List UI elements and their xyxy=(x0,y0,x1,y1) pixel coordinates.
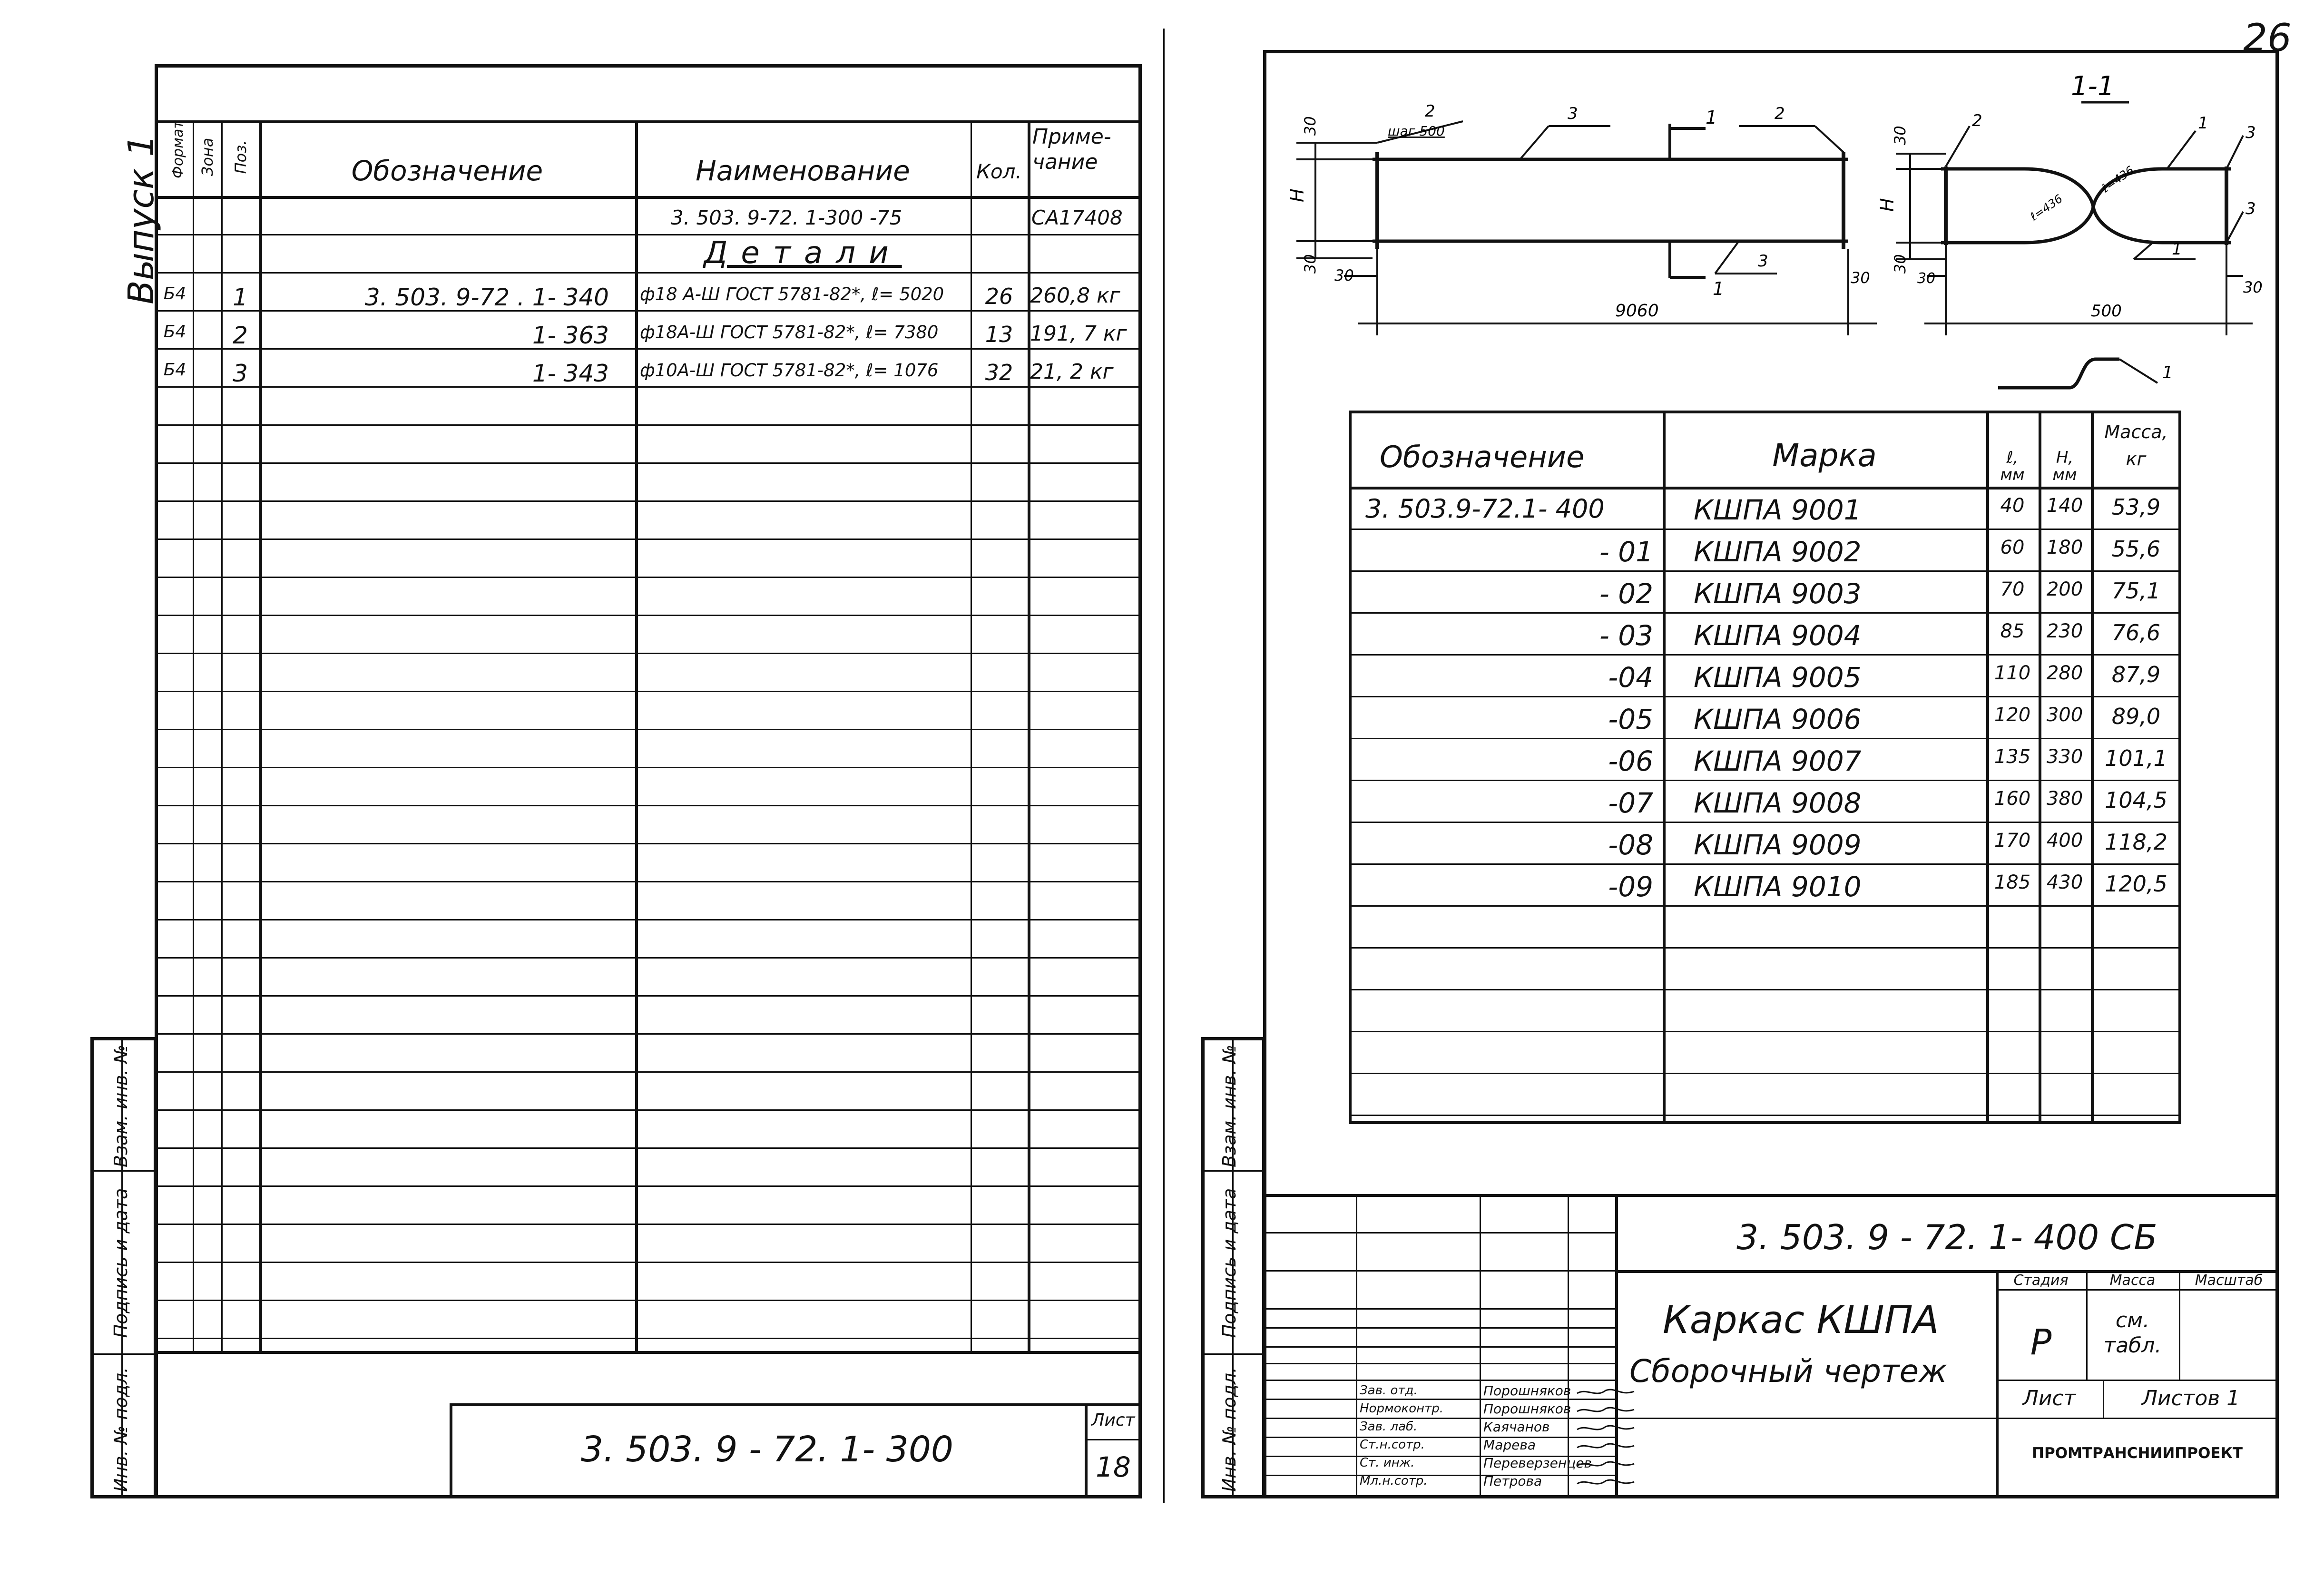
section-title: Детали xyxy=(704,235,902,271)
spec-row-note: 260,8 кг xyxy=(1030,284,1120,308)
mt-row-designation: - 03 xyxy=(1599,619,1653,652)
mt-hdr-mark: Марка xyxy=(1772,437,1877,474)
plan-d30c: 30 xyxy=(1334,266,1354,284)
spec-row-pos: 3 xyxy=(233,360,248,387)
mt-row-h: 280 xyxy=(2046,662,2083,684)
mt-row-t: 40 xyxy=(2000,495,2025,517)
stamp-person-name: Переверзенцев xyxy=(1483,1455,1592,1471)
mt-row-designation: -06 xyxy=(1608,745,1653,777)
mt-row-t: 170 xyxy=(1994,830,2031,852)
mt-row-mark: КШПА 9001 xyxy=(1694,494,1862,526)
left-frame xyxy=(155,64,1142,1498)
sec-d30a: 30 xyxy=(1891,126,1909,145)
mt-row-mark: КШПА 9005 xyxy=(1694,661,1862,694)
signature-mark xyxy=(1572,1423,1644,1433)
signature-mark xyxy=(1572,1405,1644,1415)
mt-row-designation: -07 xyxy=(1608,787,1653,819)
side-title: Выпуск 1 xyxy=(121,134,162,304)
mt-row-t: 135 xyxy=(1994,746,2031,768)
stamp-role: Зав. отд. xyxy=(1360,1383,1418,1398)
plan-h: H xyxy=(1287,188,1308,202)
left-side-inv: Инв. № подл. xyxy=(110,1367,131,1492)
mt-hdr-t: ℓ, мм xyxy=(2000,448,2025,484)
stamp-title1: Каркас КШПА xyxy=(1663,1298,1939,1342)
plan-d30d: 30 xyxy=(1851,269,1870,287)
mt-row-mass: 101,1 xyxy=(2105,745,2167,771)
sec-width: 500 xyxy=(2091,302,2122,321)
spec-row-name: ф18А-Ш ГОСТ 5781-82*, ℓ= 7380 xyxy=(640,322,939,343)
left-sheet-number: 18 xyxy=(1096,1451,1131,1483)
hdr-name: Наименование xyxy=(696,155,910,187)
mt-row-t: 85 xyxy=(2000,620,2025,642)
stamp-scale-label: Масштаб xyxy=(2195,1272,2263,1289)
spec-row-note: 191, 7 кг xyxy=(1030,322,1127,346)
mt-row-designation: -04 xyxy=(1608,661,1653,694)
mt-row-mark: КШПА 9010 xyxy=(1694,871,1862,903)
mt-row-mark: КШПА 9003 xyxy=(1694,578,1862,610)
hdr-designation: Обозначение xyxy=(351,155,543,187)
mt-row-designation: 3. 503.9-72.1- 400 xyxy=(1365,494,1605,524)
spec-row-designation: 1- 343 xyxy=(532,360,609,387)
stamp-role: Ст.н.сотр. xyxy=(1360,1438,1425,1452)
spec-row-qty: 26 xyxy=(985,284,1013,309)
plan-cut1b: 1 xyxy=(1713,278,1725,299)
plan-pos2: 2 xyxy=(1425,102,1435,121)
left-sheet-label: Лист xyxy=(1091,1410,1135,1430)
plan-d30a: 30 xyxy=(1301,116,1319,136)
sec-r2: ℓ=436 xyxy=(2099,163,2137,195)
mt-row-mass: 53,9 xyxy=(2111,494,2161,520)
mt-row-t: 110 xyxy=(1994,662,2031,684)
hdr-note: Приме- чание xyxy=(1032,125,1111,174)
mt-row-mark: КШПА 9009 xyxy=(1694,829,1862,861)
spec-row-format: Б4 xyxy=(163,360,186,380)
stamp-org: ПРОМТРАНСНИИПРОЕКТ xyxy=(2032,1445,2243,1462)
plan-pos3a: 3 xyxy=(1568,104,1578,123)
mt-row-h: 380 xyxy=(2046,788,2083,810)
left-side-sign: Подпись и дата xyxy=(110,1188,131,1338)
mt-row-t: 160 xyxy=(1994,788,2031,810)
sec-h: H xyxy=(1877,198,1898,212)
sec-d30c: 30 xyxy=(1917,270,1936,287)
stamp-mass-value: см. табл. xyxy=(2103,1308,2162,1358)
sec-pos1a: 1 xyxy=(2198,114,2208,133)
spec-row-note: 21, 2 кг xyxy=(1030,360,1114,384)
mt-row-designation: -09 xyxy=(1608,871,1653,903)
mt-row-mass: 118,2 xyxy=(2105,829,2167,855)
mt-row-mass: 87,9 xyxy=(2111,662,2161,687)
right-side-inv: Инв. № подл. xyxy=(1219,1367,1240,1492)
mt-row-h: 330 xyxy=(2046,746,2083,768)
sec-d30d: 30 xyxy=(2243,278,2263,296)
mt-row-mass: 55,6 xyxy=(2111,536,2161,562)
sec-pos3b: 3 xyxy=(2246,199,2256,218)
mt-row-h: 230 xyxy=(2046,620,2083,642)
spec-row-designation: 1- 363 xyxy=(532,322,609,349)
stamp-role: Мл.н.сотр. xyxy=(1360,1474,1428,1488)
stamp-person-name: Петрова xyxy=(1483,1473,1542,1489)
stamp-sheets-label: Листов 1 xyxy=(2141,1386,2240,1410)
spec-row-qty: 32 xyxy=(985,360,1013,385)
mt-row-designation: -08 xyxy=(1608,829,1653,861)
stamp-stage: Р xyxy=(2030,1322,2052,1363)
stamp-role: Ст. инж. xyxy=(1360,1456,1415,1470)
stamp-stage-label: Стадия xyxy=(2013,1272,2069,1289)
mt-hdr-mass: Масса, кг xyxy=(2104,421,2168,470)
stamp-title2: Сборочный чертеж xyxy=(1629,1353,1947,1390)
mt-row-t: 70 xyxy=(2000,578,2025,600)
mt-row-mass: 120,5 xyxy=(2105,871,2167,897)
spec-row-name: ф10А-Ш ГОСТ 5781-82*, ℓ= 1076 xyxy=(640,360,939,381)
assembly-drawing xyxy=(1263,50,2279,411)
mt-row-mark: КШПА 9002 xyxy=(1694,536,1862,568)
sec-pos1b: 1 xyxy=(2172,240,2182,259)
stamp-sheet-label: Лист xyxy=(2022,1386,2076,1410)
sec-d30b: 30 xyxy=(1891,254,1909,274)
sec-pos3a: 3 xyxy=(2246,123,2256,142)
plan-cut1: 1 xyxy=(1706,107,1717,128)
ref-name: 3. 503. 9-72. 1-300 -75 xyxy=(671,206,902,229)
left-side-replace: Взам. инв. № xyxy=(110,1045,131,1168)
mt-row-mark: КШПА 9004 xyxy=(1694,619,1862,652)
spec-row-format: Б4 xyxy=(163,284,186,303)
mt-row-h: 140 xyxy=(2046,495,2083,517)
mt-row-designation: - 01 xyxy=(1599,536,1653,568)
spec-row-name: ф18 А-Ш ГОСТ 5781-82*, ℓ= 5020 xyxy=(640,284,944,304)
plan-length: 9060 xyxy=(1615,301,1659,321)
mt-row-mass: 76,6 xyxy=(2111,620,2161,646)
mt-row-mark: КШПА 9006 xyxy=(1694,703,1862,735)
hdr-format: Формат xyxy=(170,120,186,178)
ref-note: СА17408 xyxy=(1031,206,1123,229)
right-side-replace: Взам. инв. № xyxy=(1219,1045,1240,1168)
mt-row-t: 60 xyxy=(2000,537,2025,558)
mt-row-mass: 104,5 xyxy=(2105,787,2167,813)
stamp-person-name: Марева xyxy=(1483,1437,1536,1453)
hdr-zone: Зона xyxy=(198,137,216,176)
stamp-person-name: Порошняков xyxy=(1483,1383,1571,1399)
spec-row-pos: 2 xyxy=(233,322,248,349)
signature-mark xyxy=(1572,1459,1644,1469)
left-stamp-code: 3. 503. 9 - 72. 1- 300 xyxy=(581,1429,953,1470)
stamp-person-name: Порошняков xyxy=(1483,1401,1571,1417)
mt-row-designation: -05 xyxy=(1608,703,1653,735)
stamp-role: Зав. лаб. xyxy=(1360,1420,1418,1434)
mt-row-t: 120 xyxy=(1994,704,2031,726)
mt-row-mass: 89,0 xyxy=(2111,704,2161,729)
stamp-code: 3. 503. 9 - 72. 1- 400 СБ xyxy=(1736,1217,2157,1257)
signature-mark xyxy=(1572,1477,1644,1488)
spec-row-qty: 13 xyxy=(985,322,1013,347)
right-side-sign: Подпись и дата xyxy=(1219,1188,1240,1338)
mt-row-mark: КШПА 9007 xyxy=(1694,745,1862,777)
mt-row-h: 180 xyxy=(2046,537,2083,558)
mt-hdr-h: H, мм xyxy=(2052,448,2077,484)
spec-row-pos: 1 xyxy=(233,284,248,311)
mt-row-mass: 75,1 xyxy=(2111,578,2161,604)
mt-row-designation: - 02 xyxy=(1599,578,1653,610)
plan-pos3b: 3 xyxy=(1758,252,1768,271)
stamp-mass-label: Масса xyxy=(2109,1272,2156,1289)
plan-pos2b: 2 xyxy=(1775,104,1785,123)
mt-row-t: 185 xyxy=(1994,871,2031,893)
plan-step: шаг 500 xyxy=(1388,123,1445,139)
signature-mark xyxy=(1572,1441,1644,1451)
page-number: 26 xyxy=(2243,16,2292,60)
sec-pos2: 2 xyxy=(1972,111,1982,130)
stamp-person-name: Каячанов xyxy=(1483,1419,1550,1435)
mt-row-h: 300 xyxy=(2046,704,2083,726)
sec-r1: ℓ=436 xyxy=(2028,192,2065,224)
hdr-pos: Поз. xyxy=(232,140,250,174)
mt-hdr-designation: Обозначение xyxy=(1380,440,1585,474)
spec-row-format: Б4 xyxy=(163,322,186,342)
stamp-role: Нормоконтр. xyxy=(1360,1401,1444,1416)
mt-row-h: 200 xyxy=(2046,578,2083,600)
mt-row-h: 430 xyxy=(2046,871,2083,893)
section-label: 1-1 xyxy=(2071,71,2115,102)
mt-row-mark: КШПА 9008 xyxy=(1694,787,1862,819)
plan-d30b: 30 xyxy=(1301,254,1319,274)
hook-pos1: 1 xyxy=(2162,363,2173,382)
mt-row-h: 400 xyxy=(2046,830,2083,852)
spec-row-designation: 3. 503. 9-72 . 1- 340 xyxy=(364,284,609,311)
hdr-qty: Кол. xyxy=(976,160,1022,183)
